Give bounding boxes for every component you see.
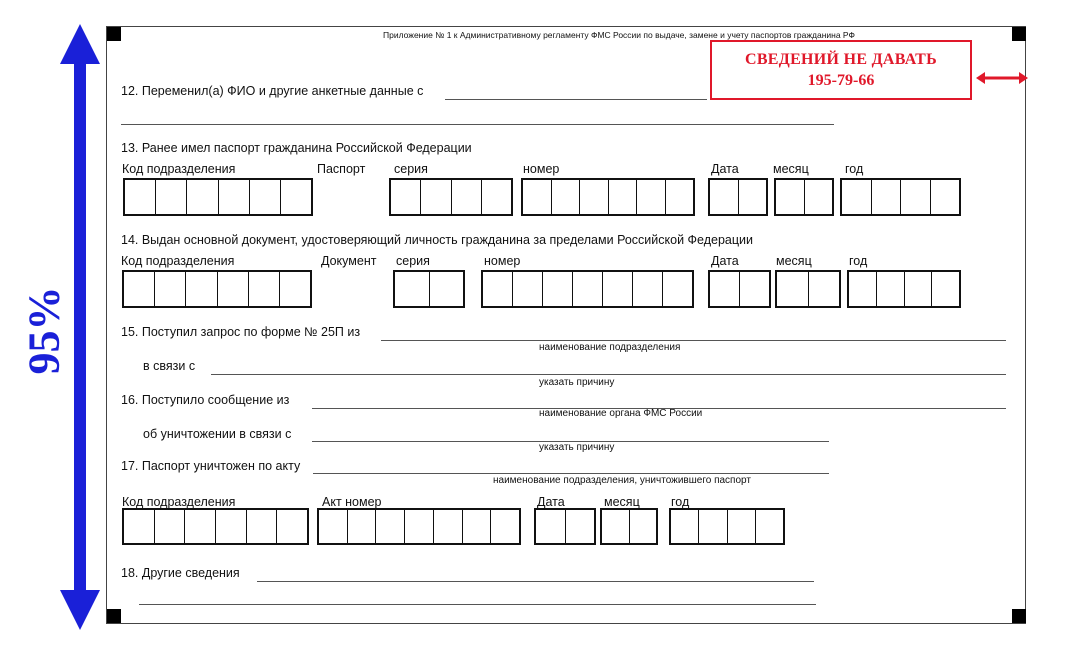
stamp-line1: СВЕДЕНИЙ НЕ ДАВАТЬ xyxy=(744,51,938,68)
section-16-label: 16. Поступило сообщение из xyxy=(121,393,290,407)
fill-line[interactable] xyxy=(381,340,1006,341)
series-boxes[interactable] xyxy=(393,270,465,308)
section-13-title: 13. Ранее имел паспорт гражданина Российской Федерации xyxy=(121,141,472,155)
label-nomer: номер xyxy=(484,254,521,268)
series-boxes[interactable] xyxy=(389,178,513,216)
label-mesyac: месяц xyxy=(604,495,640,509)
label-god: год xyxy=(849,254,868,268)
fill-line[interactable] xyxy=(139,604,816,605)
corner-marker xyxy=(107,609,121,623)
code-boxes[interactable] xyxy=(123,178,313,216)
year-boxes[interactable] xyxy=(840,178,961,216)
section-15-label: 15. Поступил запрос по форме № 25П из xyxy=(121,325,361,339)
label-mesyac: месяц xyxy=(776,254,812,268)
red-double-arrow-icon xyxy=(976,71,1028,85)
fill-line[interactable] xyxy=(121,124,834,125)
label-god: год xyxy=(671,495,690,509)
hint-text: наименование органа ФМС России xyxy=(539,408,703,419)
stamp-line2: 195-79-66 xyxy=(807,72,875,89)
month-boxes[interactable] xyxy=(775,270,841,308)
fill-line[interactable] xyxy=(257,581,814,582)
label-akt: Акт номер xyxy=(322,495,382,509)
label-seria: серия xyxy=(396,254,430,268)
label-kod: Код подразделения xyxy=(121,254,235,268)
label-seria: серия xyxy=(394,162,428,176)
percentage-label: 95% xyxy=(19,286,69,374)
day-boxes[interactable] xyxy=(708,270,771,308)
code-boxes[interactable] xyxy=(122,508,309,545)
number-boxes[interactable] xyxy=(521,178,695,216)
section-12-label: 12. Переменил(а) ФИО и другие анкетные данные с xyxy=(121,84,424,98)
v-svyazi-label: в связи с xyxy=(143,359,196,373)
fill-line[interactable] xyxy=(211,374,1006,375)
month-boxes[interactable] xyxy=(774,178,834,216)
label-passport: Паспорт xyxy=(317,162,366,176)
label-kod: Код подразделения xyxy=(122,162,236,176)
corner-marker xyxy=(1012,27,1026,41)
number-boxes[interactable] xyxy=(481,270,694,308)
hint-text: указать причину xyxy=(539,442,615,453)
hint-text: наименование подразделения, уничтожившего паспорт xyxy=(493,475,751,486)
label-data: Дата xyxy=(711,162,739,176)
fill-line[interactable] xyxy=(313,473,829,474)
section-18-label: 18. Другие сведения xyxy=(121,566,240,580)
label-data: Дата xyxy=(537,495,565,509)
corner-marker xyxy=(1012,609,1026,623)
hint-text: указать причину xyxy=(539,377,615,388)
day-boxes[interactable] xyxy=(534,508,596,545)
fill-line[interactable] xyxy=(445,99,707,100)
label-god: год xyxy=(845,162,864,176)
day-boxes[interactable] xyxy=(708,178,768,216)
ob-unichtozhenii-label: об уничтожении в связи с xyxy=(143,427,292,441)
label-kod: Код подразделения xyxy=(122,495,236,509)
act-number-boxes[interactable] xyxy=(317,508,521,545)
corner-marker xyxy=(107,27,121,41)
year-boxes[interactable] xyxy=(669,508,785,545)
year-boxes[interactable] xyxy=(847,270,961,308)
hint-text: наименование подразделения xyxy=(539,342,681,353)
section-17-label: 17. Паспорт уничтожен по акту xyxy=(121,459,301,473)
month-boxes[interactable] xyxy=(600,508,658,545)
code-boxes[interactable] xyxy=(122,270,312,308)
label-nomer: номер xyxy=(523,162,560,176)
red-stamp xyxy=(710,40,972,100)
label-data: Дата xyxy=(711,254,739,268)
section-14-title: 14. Выдан основной документ, удостоверяющий личность гражданина за пределами Российской Федерации xyxy=(121,233,753,247)
form-header: Приложение № 1 к Административному регламенту ФМС России по выдаче, замене и учету паспортов гражданина РФ xyxy=(383,30,855,40)
label-mesyac: месяц xyxy=(773,162,809,176)
label-document: Документ xyxy=(321,254,377,268)
